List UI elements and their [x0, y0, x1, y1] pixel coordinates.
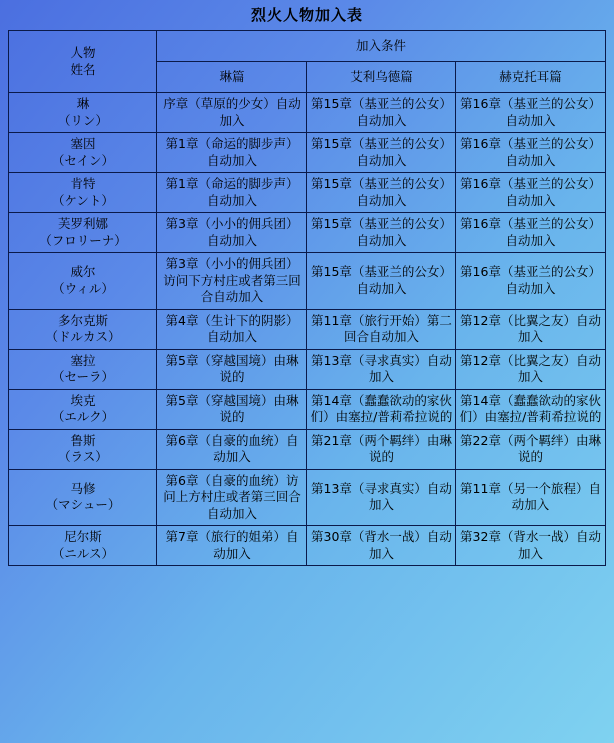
character-name-cell [9, 309, 157, 349]
table-row [9, 133, 605, 173]
condition-rin: 序章（草原的少女）自动加入 [157, 93, 307, 133]
character-kana: （フロリーナ） [39, 232, 127, 248]
condition-rin: 第7章（旅行的姐弟）自动加入 [157, 526, 307, 566]
table-body [9, 31, 605, 566]
character-name-cell [9, 253, 157, 310]
character-kana: （ウィル） [52, 280, 114, 296]
condition-rin: 第5章（穿越国境）由琳说的 [157, 389, 307, 429]
condition-rin: 第6章（自豪的血统）自动加入 [157, 429, 307, 469]
condition-eliwood: 第15章（基亚兰的公女）自动加入 [307, 253, 456, 310]
character-kana: （ケント） [52, 192, 114, 208]
header-name-line2: 姓名 [70, 61, 96, 77]
character-name: 肯特 [70, 176, 96, 191]
condition-hector: 第22章（两个羁绊）由琳说的 [456, 429, 605, 469]
page-title: 烈火人物加入表 [250, 6, 363, 24]
header-character-name [9, 31, 157, 93]
character-kana: （ラス） [58, 449, 108, 464]
character-name-cell [9, 213, 157, 253]
character-name-cell [9, 429, 157, 469]
character-name-cell [9, 93, 157, 133]
table-row [9, 173, 605, 213]
header-route-eliwood: 艾利乌德篇 [307, 62, 456, 93]
condition-hector: 第32章（背水一战）自动加入 [456, 526, 605, 566]
condition-eliwood: 第15章（基亚兰的公女）自动加入 [307, 93, 456, 133]
character-kana: （ドルカス） [45, 329, 121, 344]
character-name: 芙罗利娜 [57, 216, 108, 231]
table-header-row-1 [9, 31, 605, 62]
header-name-line1: 人物 [70, 45, 96, 60]
character-name-cell [9, 349, 157, 389]
condition-rin: 第4章（生计下的阴影）自动加入 [157, 309, 307, 349]
table-row [9, 526, 605, 566]
condition-hector: 第16章（基亚兰的公女）自动加入 [456, 253, 605, 310]
condition-hector: 第11章（另一个旅程）自动加入 [456, 469, 605, 526]
character-name-cell [9, 389, 157, 429]
condition-eliwood: 第21章（两个羁绊）由琳说的 [307, 429, 456, 469]
condition-hector: 第12章（比翼之友）自动加入 [456, 309, 605, 349]
condition-rin: 第1章（命运的脚步声）自动加入 [157, 133, 307, 173]
condition-eliwood: 第13章（寻求真实）自动加入 [307, 469, 456, 526]
character-name: 埃克 [70, 392, 96, 408]
character-join-table [8, 30, 605, 566]
condition-hector: 第16章（基亚兰的公女）自动加入 [456, 133, 605, 173]
table-row [9, 469, 605, 526]
condition-rin: 第6章（自豪的血统）访问上方村庄或者第三回合自动加入 [157, 469, 307, 526]
character-kana: （リン） [57, 112, 108, 128]
character-name: 塞拉 [70, 352, 96, 368]
condition-hector: 第12章（比翼之友）自动加入 [456, 349, 605, 389]
header-route-rin: 琳篇 [157, 62, 307, 93]
character-name: 多尔克斯 [57, 312, 108, 328]
table-row [9, 349, 605, 389]
condition-rin: 第3章（小小的佣兵团）访问下方村庄或者第三回合自动加入 [157, 253, 307, 310]
character-name-cell [9, 173, 157, 213]
table-row [9, 389, 605, 429]
condition-rin: 第1章（命运的脚步声）自动加入 [157, 173, 307, 213]
condition-hector: 第16章（基亚兰的公女）自动加入 [456, 93, 605, 133]
table-row [9, 93, 605, 133]
condition-eliwood: 第14章（蠢蠢欲动的家伙们）由塞拉/普莉希拉说的 [307, 389, 456, 429]
condition-eliwood: 第30章（背水一战）自动加入 [307, 526, 456, 566]
header-route-hector: 赫克托耳篇 [456, 62, 605, 93]
character-name: 威尔 [70, 264, 96, 280]
condition-rin: 第3章（小小的佣兵团）自动加入 [157, 213, 307, 253]
character-kana: （セーラ） [51, 369, 114, 384]
table-row [9, 429, 605, 469]
condition-eliwood: 第11章（旅行开始）第二回合自动加入 [307, 309, 456, 349]
character-name: 尼尔斯 [64, 529, 102, 544]
table-row [9, 213, 605, 253]
condition-eliwood: 第13章（寻求真实）自动加入 [307, 349, 456, 389]
character-name: 琳 [76, 96, 90, 111]
character-name-cell [9, 133, 157, 173]
condition-eliwood: 第15章（基亚兰的公女）自动加入 [307, 133, 456, 173]
header-join-condition: 加入条件 [157, 31, 605, 62]
character-kana: （マシュー） [45, 497, 121, 513]
character-name-cell [9, 469, 157, 526]
character-name: 马修 [70, 480, 96, 496]
condition-eliwood: 第15章（基亚兰的公女）自动加入 [307, 213, 456, 253]
character-kana: （エルク） [51, 409, 115, 424]
condition-eliwood: 第15章（基亚兰的公女）自动加入 [307, 173, 456, 213]
character-kana: （ニルス） [51, 545, 115, 561]
condition-hector: 第16章（基亚兰的公女）自动加入 [456, 173, 605, 213]
character-name: 鲁斯 [70, 432, 96, 448]
table-row [9, 253, 605, 310]
table-row [9, 309, 605, 349]
condition-rin: 第5章（穿越国境）由琳说的 [157, 349, 307, 389]
character-name-cell [9, 526, 157, 566]
condition-hector: 第16章（基亚兰的公女）自动加入 [456, 213, 605, 253]
character-name: 塞因 [70, 136, 96, 151]
character-kana: （セイン） [51, 152, 115, 168]
condition-hector: 第14章（蠢蠢欲动的家伙们）由塞拉/普莉希拉说的 [456, 389, 605, 429]
